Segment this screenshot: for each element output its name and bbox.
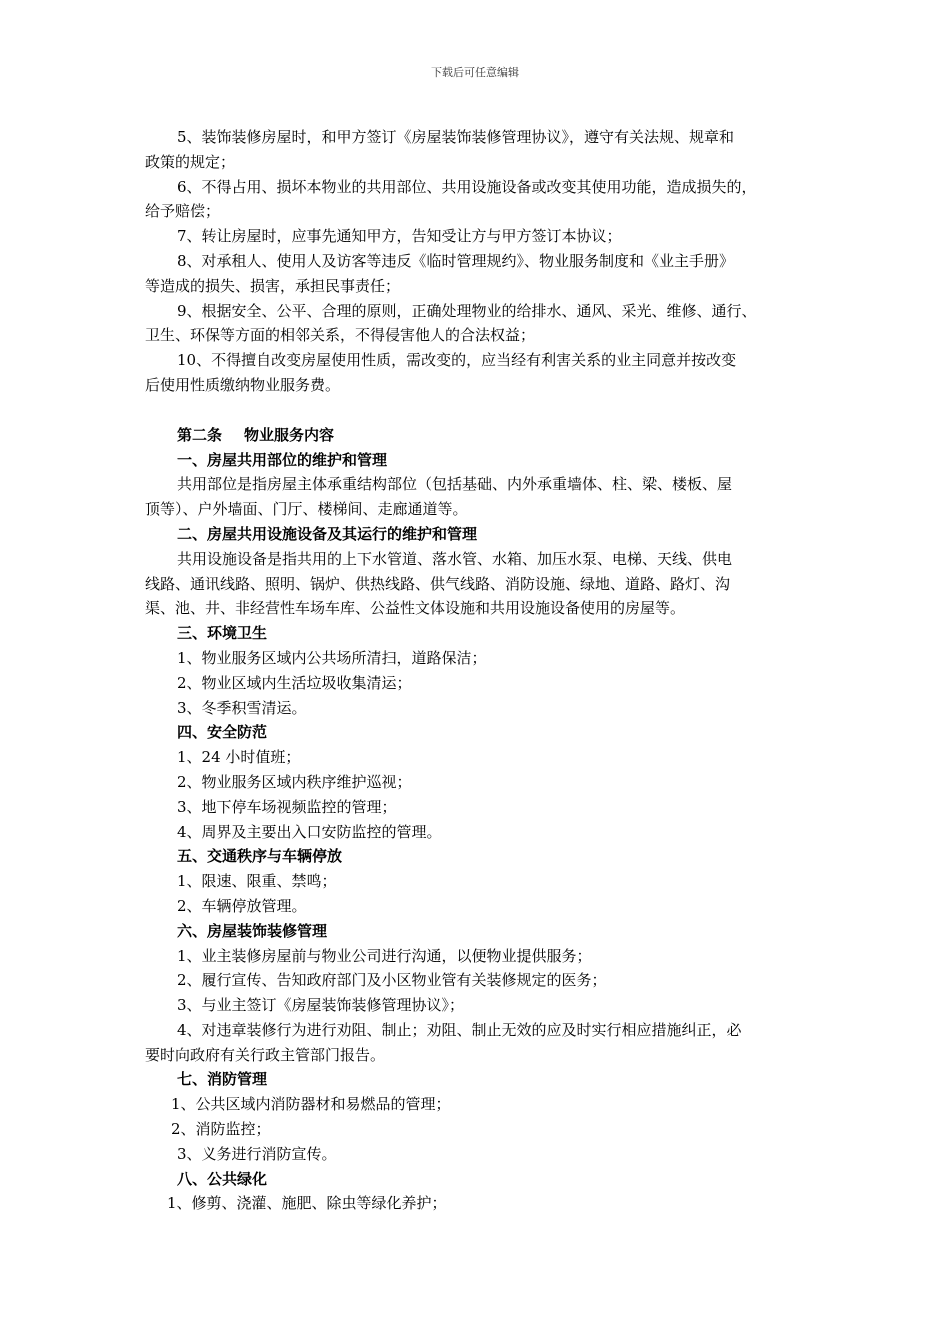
page-header: 下载后可任意编辑 <box>431 66 519 79</box>
paragraph: 顶等）、户外墙面、门厅、楼梯间、走廊通道等。 <box>145 500 468 519</box>
list-item: 4、周界及主要出入口安防监控的管理。 <box>177 822 442 841</box>
document-body <box>145 125 820 1216</box>
list-item: 1、修剪、浇灌、施肥、除虫等绿化养护； <box>167 1194 447 1213</box>
list-item: 2、车辆停放管理。 <box>177 896 307 915</box>
paragraph: 5、装饰装修房屋时，和甲方签订《房屋装饰装修管理协议》，遵守有关法规、规章和 <box>177 128 735 146</box>
list-item: 1、限速、限重、禁鸣； <box>177 872 337 891</box>
section-heading: 四、安全防范 <box>177 723 268 742</box>
list-item: 2、物业区域内生活垃圾收集清运； <box>177 673 412 692</box>
spacer <box>145 398 820 423</box>
paragraph: 线路、通讯线路、照明、锅炉、供热线路、供气线路、消防设施、绿地、道路、路灯、沟 <box>145 574 731 593</box>
paragraph: 共用部位是指房屋主体承重结构部位（包括基础、内外承重墙体、柱、梁、楼板、屋 <box>177 475 733 494</box>
section-heading: 八、公共绿化 <box>177 1169 268 1188</box>
paragraph: 10、不得擅自改变房屋使用性质，需改变的，应当经有利害关系的业主同意并按改变 <box>177 351 737 370</box>
paragraph: 要时向政府有关行政主管部门报告。 <box>145 1045 386 1064</box>
paragraph: 卫生、环保等方面的相邻关系，不得侵害他人的合法权益； <box>145 326 536 345</box>
article-number: 第二条 <box>177 425 223 444</box>
list-item: 1、业主装修房屋前与物业公司进行沟通，以便物业提供服务； <box>177 946 592 965</box>
paragraph: 9、根据安全、公平、合理的原则，正确处理物业的给排水、通风、采光、维修、通行、 <box>177 301 757 320</box>
list-item: 2、履行宣传、告知政府部门及小区物业管有关装修规定的医务； <box>177 971 607 990</box>
article-title: 物业服务内容 <box>244 425 335 444</box>
section-heading: 六、房屋装饰装修管理 <box>177 921 328 940</box>
section-heading: 三、环境卫生 <box>177 624 268 643</box>
list-item: 3、与业主签订《房屋装饰装修管理协议》； <box>177 996 465 1015</box>
list-item: 1、公共区域内消防器材和易燃品的管理； <box>171 1095 451 1114</box>
section-heading: 二、房屋共用设施设备及其运行的维护和管理 <box>177 524 478 543</box>
paragraph: 共用设施设备是指共用的上下水管道、落水管、水箱、加压水泵、电梯、天线、供电 <box>177 549 733 568</box>
list-item: 3、义务进行消防宣传。 <box>177 1144 337 1163</box>
paragraph: 政策的规定； <box>145 152 236 171</box>
section-heading: 一、房屋共用部位的维护和管理 <box>177 450 388 469</box>
paragraph: 等造成的损失、损害，承担民事责任； <box>145 276 401 295</box>
section-heading: 七、消防管理 <box>177 1070 268 1089</box>
section-heading: 五、交通秩序与车辆停放 <box>177 847 343 866</box>
article-heading <box>145 423 820 448</box>
paragraph: 渠、池、井、非经营性车场车库、公益性文体设施和共用设施设备使用的房屋等。 <box>145 599 686 618</box>
list-item: 1、物业服务区域内公共场所清扫，道路保洁； <box>177 648 487 667</box>
paragraph: 7、转让房屋时，应事先通知甲方，告知受让方与甲方签订本协议； <box>177 227 622 246</box>
list-item: 2、消防监控； <box>171 1120 271 1139</box>
paragraph: 8、对承租人、使用人及访客等违反《临时管理规约》、物业服务制度和《业主手册》 <box>177 251 735 270</box>
list-item: 1、24 小时值班； <box>177 748 301 767</box>
paragraph: 6、不得占用、损坏本物业的共用部位、共用设施设备或改变其使用功能，造成损失的， <box>177 177 757 196</box>
paragraph: 后使用性质缴纳物业服务费。 <box>145 375 341 394</box>
list-item: 2、物业服务区域内秩序维护巡视； <box>177 772 412 791</box>
list-item: 3、冬季积雪清运。 <box>177 698 307 717</box>
list-item: 3、地下停车场视频监控的管理； <box>177 797 397 816</box>
list-item: 4、对违章装修行为进行劝阻、制止；劝阻、制止无效的应及时实行相应措施纠正，必 <box>177 1020 742 1039</box>
paragraph: 给予赔偿； <box>145 202 221 221</box>
